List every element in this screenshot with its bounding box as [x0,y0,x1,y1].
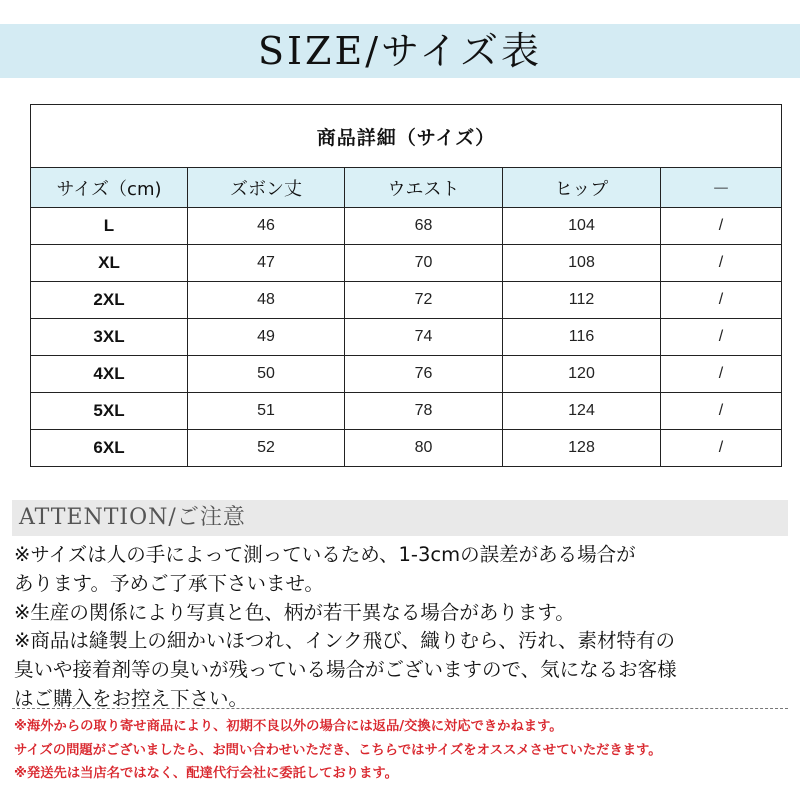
col-header-hip: ヒップ [503,168,661,208]
waist-cell: 72 [345,282,503,319]
note-line: ※サイズは人の手によって測っているため、1-3cmの誤差がある場合が [14,543,636,566]
table-caption: 商品詳細（サイズ） [31,105,782,168]
waist-cell: 70 [345,245,503,282]
blank-cell: / [661,430,782,467]
hip-cell: 116 [503,319,661,356]
attention-title: ATTENTION/ご注意 [19,505,246,530]
note-line: ※商品は縫製上の細かいほつれ、インク飛び、織りむら、汚れ、素材特有の [14,629,676,653]
waist-cell: 80 [345,430,503,467]
length-cell: 47 [188,245,345,282]
warning-notes [14,715,790,786]
size-cell: 5XL [31,393,188,430]
size-cell: 3XL [31,319,188,356]
blank-cell: / [661,393,782,430]
warning-line: ※海外からの取り寄せ商品により、初期不良以外の場合には返品/交換に対応できかねます。 [14,719,563,734]
warning-line: サイズの問題がございましたら、お問い合わせいただき、こちらではサイズをオススメさせていただきます。 [14,742,662,758]
blank-cell: / [661,245,782,282]
length-cell: 48 [188,282,345,319]
note-line: はご購入をお控え下さい。 [14,686,249,710]
hip-cell: 104 [503,208,661,245]
col-header-size: サイズ（cm) [31,168,188,208]
dashed-divider [12,708,788,709]
col-header-blank: － [661,168,782,208]
length-cell: 50 [188,356,345,393]
page-title: SIZE/サイズ表 [258,29,542,73]
blank-cell: / [661,282,782,319]
col-header-length: ズボン丈 [188,168,345,208]
table-row [31,282,782,319]
waist-cell: 76 [345,356,503,393]
blank-cell: / [661,319,782,356]
length-cell: 52 [188,430,345,467]
size-table [30,104,782,467]
note-line: 臭いや接着剤等の臭いが残っている場合がございますので、気になるお客様 [14,658,677,682]
waist-cell: 68 [345,208,503,245]
hip-cell: 120 [503,356,661,393]
length-cell: 46 [188,208,345,245]
table-row [31,356,782,393]
size-cell: 2XL [31,282,188,319]
length-cell: 51 [188,393,345,430]
table-row [31,245,782,282]
length-cell: 49 [188,319,345,356]
hip-cell: 112 [503,282,661,319]
hip-cell: 124 [503,393,661,430]
size-cell: 6XL [31,430,188,467]
hip-cell: 108 [503,245,661,282]
note-line: あります。予めご了承下さいませ。 [14,571,324,595]
table-row [31,430,782,467]
col-header-waist: ウエスト [345,168,503,208]
attention-notes [14,541,790,714]
waist-cell: 78 [345,393,503,430]
table-row [31,319,782,356]
table-row [31,393,782,430]
size-cell: L [31,208,188,245]
size-cell: XL [31,245,188,282]
hip-cell: 128 [503,430,661,467]
size-cell: 4XL [31,356,188,393]
blank-cell: / [661,356,782,393]
note-line: ※生産の関係により写真と色、柄が若干異なる場合があります。 [14,600,575,624]
table-row [31,208,782,245]
warning-line: ※発送先は当店名ではなく、配達代行会社に委託しております。 [14,766,398,781]
waist-cell: 74 [345,319,503,356]
blank-cell: / [661,208,782,245]
